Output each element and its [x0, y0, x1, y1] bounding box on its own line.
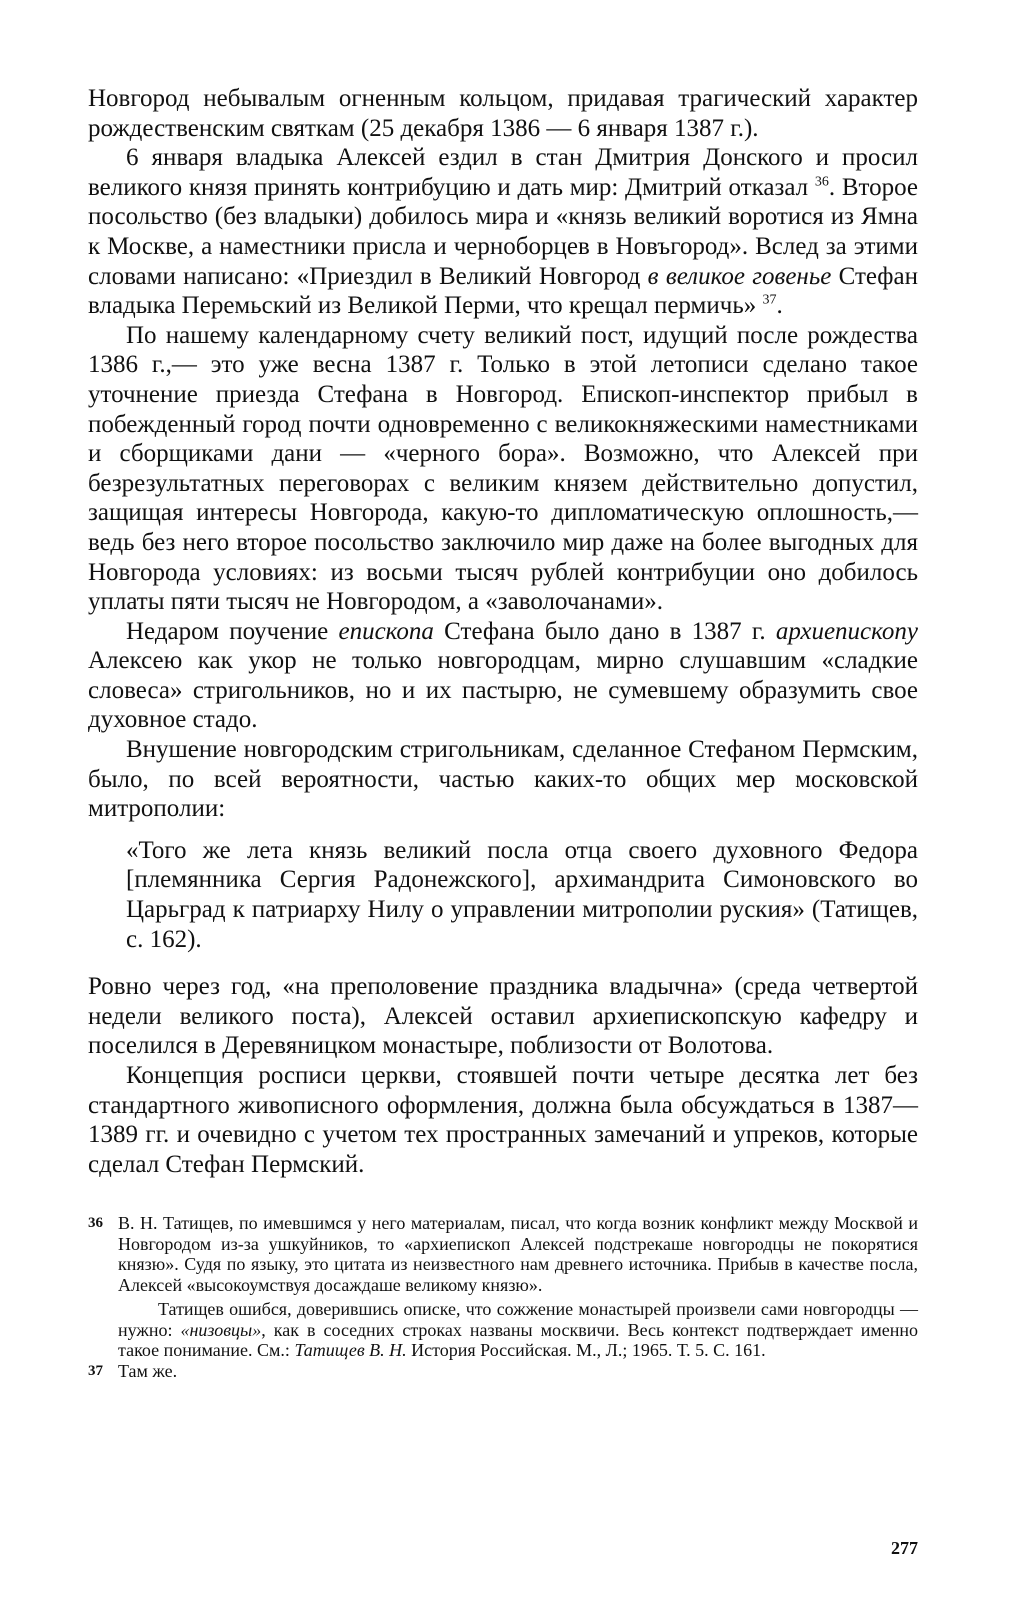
footnote-36-continuation: [88, 1299, 918, 1361]
italic-span: епископа: [338, 617, 434, 645]
paragraph: [88, 143, 918, 321]
paragraph: [88, 972, 918, 1061]
footnote-36: [88, 1213, 918, 1295]
text-span: Алексею как укор не только новгородцам, мирно слушавшим «сладкие словеса» стригольников, но и их пастырю, не сумевшему образумить свое духовное стадо.: [88, 647, 918, 734]
text-span: История Российская. М., Л.; 1965. Т. 5. С. 161.: [406, 1340, 766, 1361]
footnote-number: 36: [88, 1215, 103, 1232]
italic-span: в великое говенье: [647, 262, 832, 290]
text-span: Там же.: [118, 1360, 178, 1381]
paragraph: [88, 84, 918, 143]
text-span: Ровно через год, «на преполовение праздника владычна» (среда четвертой недели великого поста), Алексей оставил архиепископскую кафедру и поселился в Деревяницком монастыре, поблизости от Волотова.: [88, 973, 918, 1060]
footnote-ref: 36: [814, 174, 829, 190]
text-span: .: [776, 292, 783, 320]
paragraph: [88, 617, 918, 735]
page-number: 277: [891, 1538, 918, 1558]
text-span: . Второе посольство (без владыки) добилось мира и «князь великий воротися из Ямна к Москве, а наместники присла и черноборцев в Новъгород». Вслед за этими словами написано: «Приездил в Великий Новгород: [88, 173, 918, 290]
text-span: 6 января владыка Алексей ездил в стан Дмитрия Донского и просил великого князя принять контрибуцию и дать мир: Дмитрий отказал: [88, 144, 918, 201]
italic-span: «низовцы»: [180, 1319, 262, 1340]
text-span: Внушение новгородским стригольникам, сделанное Стефаном Пермским, было, по всей вероятности, частью каких-то общих мер московской митрополии:: [88, 736, 918, 823]
text-span: Концепция росписи церкви, стоявшей почти четыре десятка лет без стандартного живописного оформления, должна была обсуждаться в 1387—1389 гг. и очевидно с учетом тех пространных замечаний и упреков, которые сделал Стефан Пермский.: [88, 1062, 918, 1178]
block-quote: [126, 836, 918, 954]
italic-span: архиепископу: [775, 617, 918, 645]
footnote-separator: [88, 1179, 918, 1213]
text-span: Стефана было дано в 1387 г.: [433, 617, 776, 645]
text-span: «Того же лета князь великий посла отца своего духовного Федора [племянника Сергия Радонежского], архимандрита Симоновского во Царьград к патриарху Нилу о управлении митрополии руския» (Татищев, с. 162).: [126, 836, 918, 953]
text-span: По нашему календарному счету великий пост, идущий после рождества 1386 г.,— это уже весна 1387 г. Только в этой летописи сделано такое уточнение приезда Стефана в Новгород. Епископ-инспектор прибыл в побежденный город почти одновременно с великокняжескими наместниками и сборщиками дани — «черного бора». Возможно, что Алексей при безрезультатных переговорах с великим князем действительно допустил, защищая интересы Новгорода, какую-то дипломатическую оплошность,— ведь без него второе посольство заключило мир даже на более выгодных для Новгорода условиях: из восьми тысяч рублей контрибуции оно добилось уплаты пяти тысяч не Новгородом, а «заволочанами».: [88, 321, 918, 616]
paragraph: [88, 321, 918, 617]
footnote-ref: 37: [762, 292, 777, 308]
italic-span: Татищев В. Н.: [294, 1340, 407, 1361]
paragraph: [88, 735, 918, 824]
text-span: Татищев ошибся, доверившись описке, что сожжение монастырей произвели сами новгородцы — нужно:: [118, 1299, 918, 1340]
text-span: Новгород небывалым огненным кольцом, придавая трагический характер рождественским святкам (25 декабря 1386 — 6 января 1387 г.).: [88, 85, 918, 142]
text-span: Недаром поучение: [126, 617, 339, 645]
paragraph: [88, 1061, 918, 1179]
footnote-37: [88, 1361, 918, 1382]
text-span: , как в соседних строках названы москвичи. Весь контекст подтверждает именно такое понимание. См.:: [118, 1319, 918, 1361]
page-body: [88, 84, 918, 1381]
text-span: Стефан владыка Перемьский из Великой Перми, что крещал пермичь»: [88, 262, 918, 320]
footnote-number: 37: [88, 1362, 103, 1379]
text-span: В. Н. Татищев, по имевшимся у него материалам, писал, что когда возник конфликт между Москвой и Новгородом из-за ушкуйников, то «архиепископ Алексей подстрекаше новгородцы не покорятися князю». Судя по языку, это цитата из неизвестного нам древнего источника. Прибыв в качестве посла, Алексей «высокоумствуя досаждаше великому князю».: [118, 1213, 918, 1295]
